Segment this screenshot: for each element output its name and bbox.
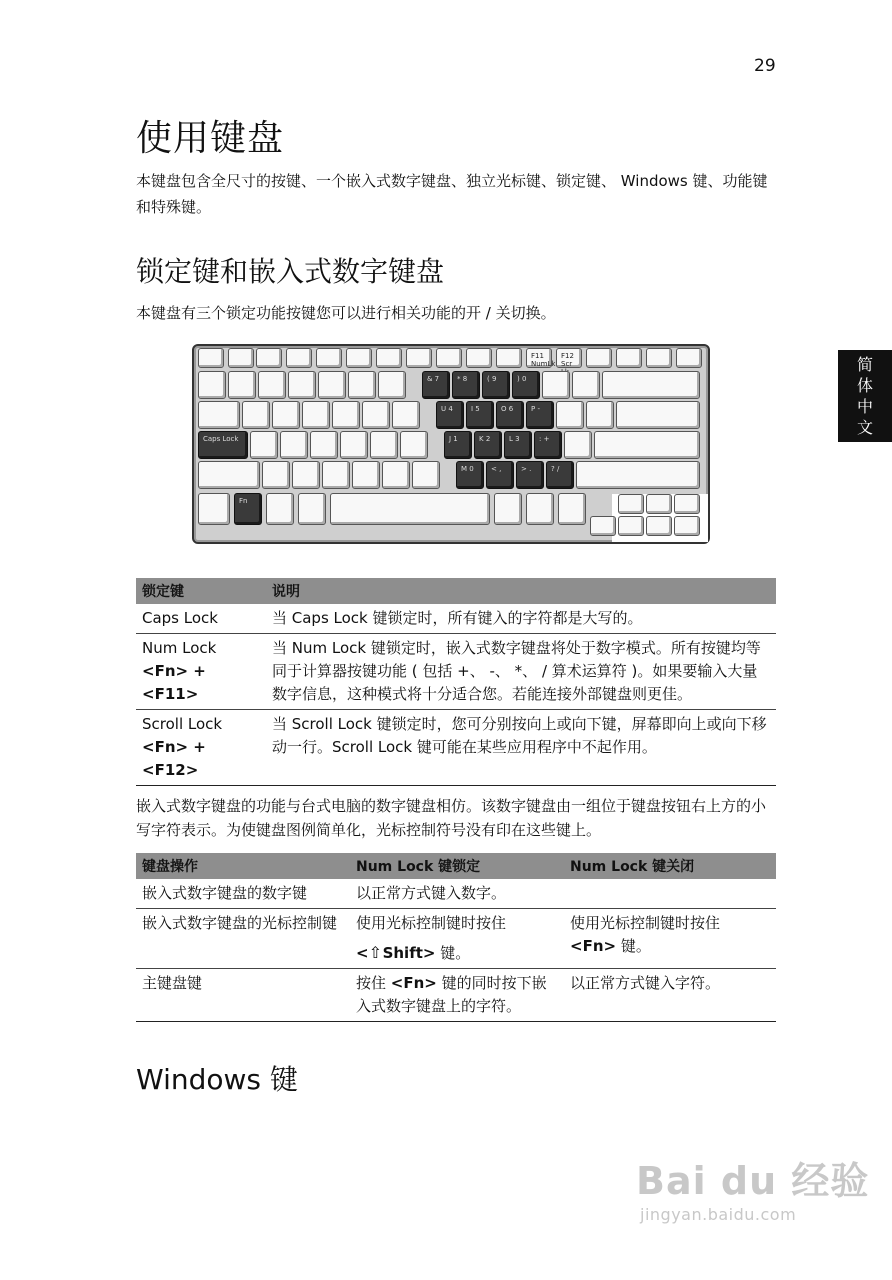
key-end — [674, 516, 700, 536]
key-f2 — [256, 348, 282, 368]
key-f12-label: F12 Scr — [561, 352, 574, 368]
page-title: 使用键盘 — [136, 118, 285, 159]
key — [228, 371, 256, 399]
key-9-label: ( 9 — [487, 375, 497, 383]
key-o-label: O 6 — [501, 405, 514, 413]
key-semicolon-label: : + — [539, 435, 550, 443]
key — [318, 371, 346, 399]
key-arrow-right — [646, 516, 672, 536]
key — [564, 431, 592, 459]
lock-key-desc: 当 Caps Lock 键锁定时，所有键入的字符都是大写的。 — [266, 604, 776, 634]
key-k-label: K 2 — [479, 435, 491, 443]
table-header-row — [136, 578, 776, 604]
key — [362, 401, 390, 429]
key-f8 — [436, 348, 462, 368]
key-p — [526, 401, 554, 429]
section-intro: 本键盘有三个锁定功能按键您可以进行相关功能的开 / 关切换。 — [136, 304, 556, 322]
key-arrow-left — [590, 516, 616, 536]
table-row — [136, 879, 776, 909]
key-i — [466, 401, 494, 429]
key-f4 — [316, 348, 342, 368]
key-alt — [298, 493, 326, 525]
key-8 — [452, 371, 480, 399]
key-fx3 — [646, 348, 672, 368]
key-arrow-down — [618, 516, 644, 536]
numlock-on-key-line — [356, 941, 558, 965]
page-number: 29 — [754, 56, 776, 76]
key — [288, 371, 316, 399]
section-heading-windows-key: Windows 键 — [136, 1063, 298, 1096]
key-7-label: & 7 — [427, 375, 440, 383]
key — [272, 401, 300, 429]
numlock-on-text: 使用光标控制键时按住 — [356, 914, 507, 932]
key-f1 — [228, 348, 254, 368]
key-8-label: * 8 — [457, 375, 468, 383]
key-k — [474, 431, 502, 459]
numlock-off-cell — [564, 909, 776, 969]
key — [198, 371, 226, 399]
key-i-label: I 5 — [471, 405, 480, 413]
lock-key-label: Caps Lock — [142, 609, 218, 627]
key — [302, 401, 330, 429]
table-header-row — [136, 853, 776, 879]
key-m-label: M 0 — [461, 465, 474, 473]
numlock-on-cell — [350, 969, 564, 1022]
key — [310, 431, 338, 459]
key-f7 — [406, 348, 432, 368]
key-o — [496, 401, 524, 429]
key — [392, 401, 420, 429]
key-period — [516, 461, 544, 489]
key — [370, 431, 398, 459]
key-u — [436, 401, 464, 429]
key-f6 — [376, 348, 402, 368]
key-lt: < — [356, 944, 369, 962]
key-comma — [486, 461, 514, 489]
key — [348, 371, 376, 399]
numlock-on-cell — [350, 909, 564, 969]
key — [242, 401, 270, 429]
table-row — [136, 634, 776, 710]
key-0-label: ) 0 — [517, 375, 527, 383]
key — [332, 401, 360, 429]
lock-key-label: Num Lock — [142, 639, 217, 657]
numlock-off-text: 使用光标控制键时按住 — [570, 914, 721, 932]
numlock-off-cell — [564, 879, 776, 909]
key-suffix: 键。 — [435, 944, 471, 962]
col-header-numlock-on: Num Lock 键锁定 — [350, 853, 564, 879]
key-esc — [198, 348, 224, 368]
key-f11 — [526, 348, 556, 368]
key-p-label: P - — [531, 405, 540, 413]
table-row — [136, 710, 776, 786]
key — [412, 461, 440, 489]
key-ctrl — [198, 493, 230, 525]
key — [280, 431, 308, 459]
key-pgup — [646, 494, 672, 514]
key — [400, 431, 428, 459]
keypad-paragraph: 嵌入式数字键盘的功能与台式电脑的数字键盘相仿。该数字键盘由一组位于键盘按钮右上方的小写字符表示。为使键盘图例简单化，光标控制符号没有印在这些键上。 — [136, 797, 767, 839]
key-f3 — [286, 348, 312, 368]
key-ctrl-right — [558, 493, 586, 525]
lock-key-name — [136, 604, 266, 634]
key — [250, 431, 278, 459]
lock-key-desc: 当 Num Lock 键锁定时，嵌入式数字键盘将处于数字模式。所有按键均等同于计算器按键功能 ( 包括 +、 -、 *、 / 算术运算符 )。如果要输入大量数字信息，这种模式将十分适合您。若能连接外部键盘则更佳。 — [266, 634, 776, 710]
key — [352, 461, 380, 489]
language-tab — [838, 350, 892, 442]
key-f5 — [346, 348, 372, 368]
key-shift: Shift> — [382, 944, 436, 962]
key — [322, 461, 350, 489]
key-backslash — [616, 401, 700, 429]
key-f10 — [496, 348, 522, 368]
section-heading-lock-keys: 锁定键和嵌入式数字键盘 — [136, 255, 445, 288]
lock-keys-table — [136, 578, 776, 786]
key-f12 — [556, 348, 582, 368]
table-row — [136, 909, 776, 969]
key-suffix: 键。 — [616, 937, 651, 955]
key-fn: <Fn> — [390, 974, 437, 992]
key — [262, 461, 290, 489]
shift-arrow-icon: ⇧ — [368, 943, 382, 962]
operation-cell: 主键盘键 — [136, 969, 350, 1022]
key-caps-lock — [198, 431, 248, 459]
key-f9 — [466, 348, 492, 368]
col-header-operation: 键盘操作 — [136, 853, 350, 879]
key-7 — [422, 371, 450, 399]
key-fx2 — [616, 348, 642, 368]
key-left-shift — [198, 461, 260, 489]
lock-key-desc: 当 Scroll Lock 键锁定时，您可分别按向上或向下键，屏幕即向上或向下移动一行。Scroll Lock 键可能在某些应用程序中不起作用。 — [266, 710, 776, 786]
key-alt-gr — [494, 493, 522, 525]
key-win — [266, 493, 294, 525]
watermark — [636, 1150, 869, 1224]
key — [382, 461, 410, 489]
lock-key-shortcut: <Fn> + <F11> — [142, 662, 206, 703]
lock-key-shortcut: <Fn> + <F12> — [142, 738, 206, 779]
key-backspace — [602, 371, 700, 399]
key-pgdn — [674, 494, 700, 514]
key — [542, 371, 570, 399]
keyboard-operations-table — [136, 853, 776, 1022]
intro-paragraph: 本键盘包含全尺寸的按键、一个嵌入式数字键盘、独立光标键、锁定键、 Windows 键、功能键和特殊键。 — [136, 172, 768, 216]
key-tab — [198, 401, 240, 429]
key-caps-label: Caps Lock — [203, 435, 239, 443]
keyboard-illustration — [192, 344, 708, 542]
key-m — [456, 461, 484, 489]
key-u-label: U 4 — [441, 405, 453, 413]
text-prefix: 按住 — [356, 974, 391, 992]
key-menu — [526, 493, 554, 525]
key-right-shift — [576, 461, 700, 489]
numlock-off-key-line — [570, 935, 770, 958]
key-semicolon — [534, 431, 562, 459]
key-l — [504, 431, 532, 459]
lock-key-name — [136, 710, 266, 786]
side-tab-char: 文 — [856, 418, 873, 437]
key-period-label: > . — [521, 465, 532, 473]
lock-key-label: Scroll Lock — [142, 715, 223, 733]
key-slash-label: ? / — [551, 465, 560, 473]
watermark-logo: Bai du 经验 — [636, 1159, 870, 1203]
col-header-numlock-off: Num Lock 键关闭 — [564, 853, 776, 879]
watermark-url: jingyan.baidu.com — [640, 1205, 797, 1224]
key-j — [444, 431, 472, 459]
operation-cell: 嵌入式数字键盘的光标控制键 — [136, 909, 350, 969]
key — [292, 461, 320, 489]
col-header-desc: 说明 — [266, 578, 776, 604]
key — [340, 431, 368, 459]
side-tab-char: 简 — [856, 355, 873, 374]
side-tab-char: 体 — [856, 376, 873, 395]
key-enter — [594, 431, 700, 459]
table-row — [136, 969, 776, 1022]
table-row — [136, 604, 776, 634]
key — [258, 371, 286, 399]
numlock-off-cell: 以正常方式键入字符。 — [564, 969, 776, 1022]
key-space — [330, 493, 490, 525]
key-arrow-up — [618, 494, 644, 514]
key-fn: <Fn> — [570, 937, 617, 955]
key-fn — [234, 493, 262, 525]
key-slash — [546, 461, 574, 489]
side-tab-char: 中 — [856, 397, 873, 416]
lock-key-name — [136, 634, 266, 710]
key-fx1 — [586, 348, 612, 368]
key-f11-label: F11 NumLk — [531, 352, 556, 368]
key-9 — [482, 371, 510, 399]
key-0 — [512, 371, 540, 399]
col-header-key: 锁定键 — [136, 578, 266, 604]
key-l-label: L 3 — [509, 435, 520, 443]
text-suffix: 键的同时按下嵌入式数字键盘上的字符。 — [356, 974, 547, 1015]
key-j-label: J 1 — [449, 435, 458, 443]
key — [586, 401, 614, 429]
key-fn-label: Fn — [239, 497, 248, 505]
key-fx4 — [676, 348, 702, 368]
key — [572, 371, 600, 399]
key-comma-label: < , — [491, 465, 502, 473]
numlock-on-cell: 以正常方式键入数字。 — [350, 879, 564, 909]
key — [378, 371, 406, 399]
operation-cell: 嵌入式数字键盘的数字键 — [136, 879, 350, 909]
key — [556, 401, 584, 429]
